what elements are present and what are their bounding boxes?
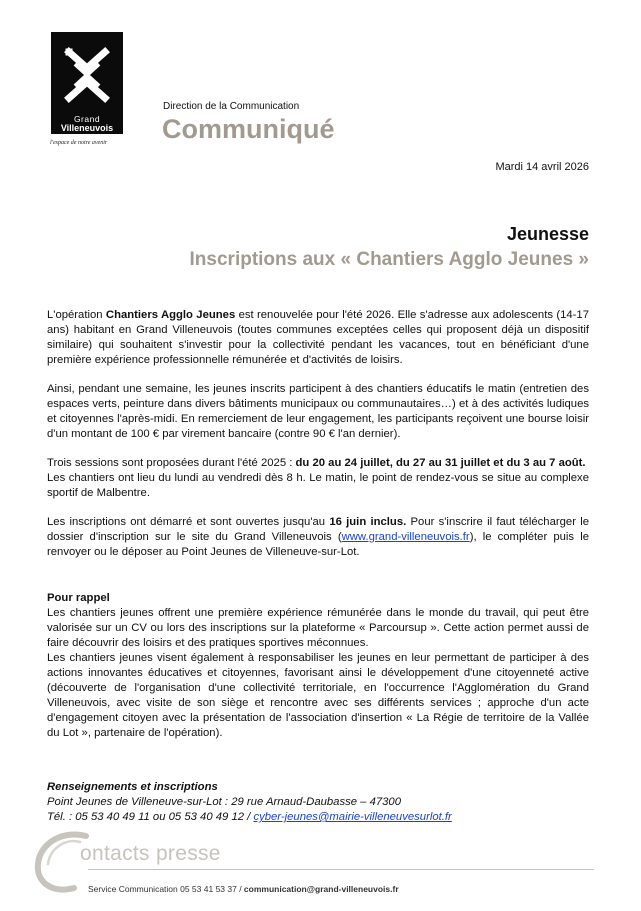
logo-tagline: l'espace de notre avenir — [50, 140, 108, 146]
contact-phone-line: Tél. : 05 53 40 49 11 ou 05 53 40 49 12 / cyber-jeunes@mairie-villeneuvesurlot.fr — [47, 811, 452, 823]
logo-cross-icon — [59, 40, 115, 110]
website-link[interactable]: www.grand-villeneuvois.fr — [341, 531, 470, 543]
paragraph-schedule: Les chantiers ont lieu du lundi au vendredi dès 8 h. Le matin, le point de rendez-vous se situe au complexe sportif de Malbentre. — [47, 472, 589, 499]
headline-title: Inscriptions aux « Chantiers Agglo Jeunes » — [189, 249, 589, 270]
press-release-body — [47, 308, 589, 741]
paragraph-registration: Les inscriptions ont démarré et sont ouvertes jusqu'au 16 juin inclus. Pour s'inscrire il faut télécharger le dossier d'inscription sur le site du Grand Villeneuvois (www.grand-villeneuvois.fr), le compléter puis le renvoyer ou le déposer au Point Jeunes de Villeneuve-sur-Lot. — [47, 516, 590, 558]
footer-divider — [88, 869, 594, 870]
section-title: Jeunesse — [506, 224, 589, 244]
contact-email-link[interactable]: cyber-jeunes@mairie-villeneuvesurlot.fr — [253, 811, 452, 823]
rappel-paragraph-2: Les chantiers jeunes visent également à responsabiliser les jeunes en leur permettant de participer à des actions innovantes éducatives et citoyennes, favorisant ainsi le développement d'une citoyenneté active (découverte de l'organisation d'une collectivité territoriale, en l'occurrence l'Agglomération du Grand Villeneuvois, avec visite de son siège et rencontre avec ses différents services ; approche d'un acte d'engagement citoyen avec la présentation de l'association d'insertion « La Régie de territoire de la Vallée du Lot », partenaire de l'opération). — [47, 652, 589, 739]
contacts-presse-label: ontacts presse — [80, 842, 221, 865]
rappel-paragraph-1: Les chantiers jeunes offrent une première expérience rémunérée dans le monde du travail, qui peut être valorisée sur un CV ou lors des inscriptions sur la plateforme « Parcoursup ». Cette action permet aussi de faire découvrir des loisirs et des pratiques sportives méconnues. — [47, 607, 589, 649]
department-label: Direction de la Communication — [163, 101, 300, 112]
logo-line-villeneuvois: Villeneuvois — [60, 123, 114, 133]
logo-line-grand: Grand — [73, 114, 101, 124]
paragraph-intro: L'opération Chantiers Agglo Jeunes est renouvelée pour l'été 2026. Elle s'adresse aux adolescents (14-17 ans) habitant en Grand Villeneuvois (toutes communes exceptées celles qui proposent déjà un dispositif similaire) qui souhaitent s'investir pour la collectivité pendant les vacances, tout en bénéficiant d'une première expérience professionnelle rémunérée et d'activités de loisirs. — [47, 309, 589, 366]
service-communication-line: Service Communication 05 53 41 53 37 / communication@grand-villeneuvois.fr — [88, 884, 399, 894]
paragraph-activities: Ainsi, pendant une semaine, les jeunes inscrits participent à des chantiers éducatifs le matin (entretien des espaces verts, peinture dans divers bâtiments municipaux ou communautaires…) et à des activités ludiques et citoyennes l'après-midi. En remerciement de leur engagement, les participants reçoivent une bourse loisir d'un montant de 100 € par virement bancaire (contre 90 € l'an dernier). — [47, 383, 589, 440]
service-email[interactable]: communication@grand-villeneuvois.fr — [243, 884, 399, 894]
contact-info — [47, 780, 452, 825]
contact-address: Point Jeunes de Villeneuve-sur-Lot : 29 rue Arnaud-Daubasse – 47300 — [47, 796, 401, 808]
paragraph-sessions: Trois sessions sont proposées durant l'été 2025 : du 20 au 24 juillet, du 27 au 31 juillet et du 3 au 7 août. — [47, 457, 586, 469]
contact-heading: Renseignements et inscriptions — [47, 781, 218, 793]
rappel-heading: Pour rappel — [47, 592, 110, 604]
document-type-title: Communiqué — [162, 114, 335, 144]
grand-villeneuvois-logo — [51, 32, 123, 134]
release-date: Mardi 14 avril 2026 — [495, 161, 589, 173]
press-contacts-footer — [34, 828, 594, 898]
